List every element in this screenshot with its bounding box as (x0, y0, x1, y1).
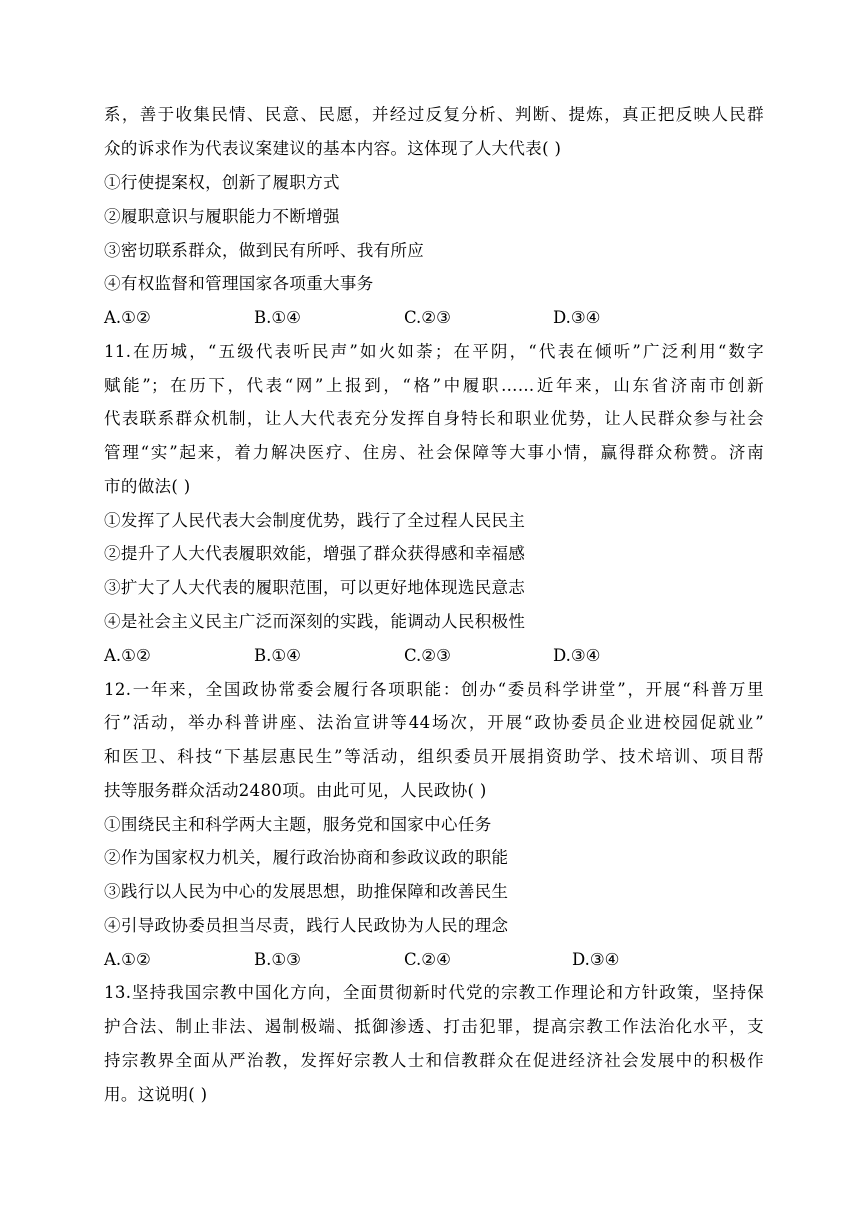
q12-option-a: A.①② (104, 950, 151, 969)
q10-option-c: C.②③ (404, 308, 451, 327)
q12-stem-line-2: 行”活动，举办科普讲座、法治宣讲等44场次，开展“政协委员企业进校园促就业” (104, 713, 764, 732)
q11-option-c: C.②③ (404, 646, 451, 665)
q11-choice-3: ③扩大了人大代表的履职范围，可以更好地体现选民意志 (104, 578, 526, 597)
q11-answer-options (0, 645, 860, 667)
q11-option-b: B.①④ (254, 646, 301, 665)
q12-option-d: D.③④ (572, 950, 620, 969)
q11-stem-line-1: 11.在历城，“五级代表听民声”如火如荼；在平阴，“代表在倾听”广泛利用“数字 (104, 342, 764, 361)
q10-choice-2: ②履职意识与履职能力不断增强 (104, 207, 340, 226)
q11-stem-line-4: 管理“实”起来，着力解决医疗、住房、社会保障等大事小情，赢得群众称赞。济南 (104, 443, 764, 462)
q12-choice-4: ④引导政协委员担当尽责，践行人民政协为人民的理念 (104, 916, 509, 935)
q12-choice-2: ②作为国家权力机关，履行政治协商和参政议政的职能 (104, 848, 509, 867)
q10-choice-4: ④有权监督和管理国家各项重大事务 (104, 274, 374, 293)
q12-option-c: C.②④ (404, 950, 451, 969)
q13-stem-line-1: 13.坚持我国宗教中国化方向，全面贯彻新时代党的宗教工作理论和方针政策，坚持保 (104, 983, 764, 1002)
q11-choice-4: ④是社会主义民主广泛而深刻的实践，能调动人民积极性 (104, 612, 526, 631)
q12-stem-line-3: 和医卫、科技“下基层惠民生”等活动，组织委员开展捐资助学、技术培训、项目帮 (104, 747, 764, 766)
q11-stem-line-5: 市的做法( ) (104, 477, 191, 496)
q11-stem-line-3: 代表联系群众机制，让人大代表充分发挥自身特长和职业优势，让人民群众参与社会 (104, 409, 764, 428)
q10-choice-3: ③密切联系群众，做到民有所呼、我有所应 (104, 241, 425, 260)
q13-stem-line-3: 持宗教界全面从严治教，发挥好宗教人士和信教群众在促进经济社会发展中的积极作 (104, 1051, 764, 1070)
q10-answer-options (0, 307, 860, 329)
q11-option-d: D.③④ (553, 646, 601, 665)
q12-choice-3: ③践行以人民为中心的发展思想，助推保障和改善民生 (104, 882, 509, 901)
q12-answer-options (0, 949, 860, 971)
q11-choice-1: ①发挥了人民代表大会制度优势，践行了全过程人民民主 (104, 511, 526, 530)
q12-choice-1: ①围绕民主和科学两大主题，服务党和国家中心任务 (104, 815, 492, 834)
q12-stem-line-4: 扶等服务群众活动2480项。由此可见，人民政协( ) (104, 781, 487, 800)
q10-option-a: A.①② (104, 308, 151, 327)
q10-option-b: B.①④ (254, 308, 301, 327)
q13-stem-line-2: 护合法、制止非法、遏制极端、抵御渗透、打击犯罪，提高宗教工作法治化水平，支 (104, 1017, 764, 1036)
q11-option-a: A.①② (104, 646, 151, 665)
q10-choice-1: ①行使提案权，创新了履职方式 (104, 173, 340, 192)
q12-stem-line-1: 12.一年来，全国政协常委会履行各项职能：创办“委员科学讲堂”，开展“科普万里 (104, 680, 764, 699)
q10-stem-line-1: 系，善于收集民情、民意、民愿，并经过反复分析、判断、提炼，真正把反映人民群 (104, 105, 764, 124)
q10-option-d: D.③④ (553, 308, 601, 327)
q12-option-b: B.①③ (254, 950, 301, 969)
q11-choice-2: ②提升了人大代表履职效能，增强了群众获得感和幸福感 (104, 544, 526, 563)
q11-stem-line-2: 赋能”；在历下，代表“网”上报到，“格”中履职……近年来，山东省济南市创新 (104, 376, 764, 395)
q13-stem-line-4: 用。这说明( ) (104, 1085, 208, 1104)
q10-stem-line-2: 众的诉求作为代表议案建议的基本内容。这体现了人大代表( ) (104, 139, 562, 158)
